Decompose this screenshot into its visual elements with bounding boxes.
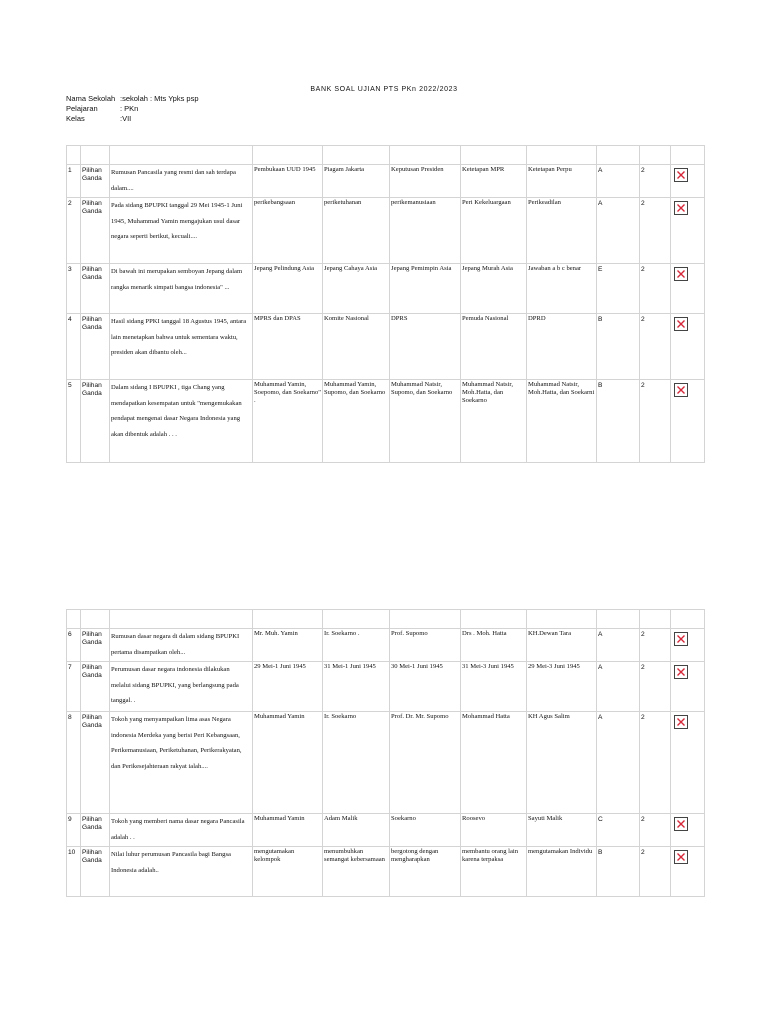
points-value: 2 — [640, 712, 671, 814]
option-d: Mohammad Hatta — [461, 712, 527, 814]
question-number: 10 — [67, 847, 81, 897]
points-value: 2 — [640, 380, 671, 463]
meta-value: : PKn — [120, 104, 139, 113]
header-cell — [110, 146, 253, 165]
option-b: Adam Malik — [323, 814, 390, 847]
x-icon — [676, 667, 686, 677]
header-cell — [81, 146, 110, 165]
header-cell — [253, 610, 323, 629]
question-type: Pilihan Ganda — [81, 629, 110, 662]
delete-button[interactable] — [674, 850, 688, 864]
question-table-1 — [66, 145, 705, 463]
header-cell — [461, 146, 527, 165]
x-icon — [676, 819, 686, 829]
header-cell — [110, 610, 253, 629]
header-cell — [67, 610, 81, 629]
option-d: Jepang Murah Asia — [461, 264, 527, 314]
question-number: 7 — [67, 662, 81, 712]
action-cell — [671, 314, 705, 380]
option-c: DPRS — [390, 314, 461, 380]
option-d: Drs . Moh. Hatta — [461, 629, 527, 662]
header-cell — [671, 610, 705, 629]
x-icon — [676, 852, 686, 862]
action-cell — [671, 662, 705, 712]
question-type: Pilihan Ganda — [81, 712, 110, 814]
question-text: Pada sidang BPUPKI tanggal 29 Mei 1945-1 Juni 1945, Muhammad Yamin mengajukan usul dasar negara seperti berikut, kecuali.... — [110, 198, 253, 264]
meta-school — [66, 94, 199, 104]
option-e: mengutamakan Individu — [527, 847, 597, 897]
delete-button[interactable] — [674, 317, 688, 331]
x-icon — [676, 203, 686, 213]
option-c: perikemanusiaan — [390, 198, 461, 264]
option-b: 31 Mei-1 Juni 1945 — [323, 662, 390, 712]
delete-button[interactable] — [674, 168, 688, 182]
question-type: Pilihan Ganda — [81, 165, 110, 198]
question-text: Hasil sidang PPKI tanggal 18 Agustus 1945, antara lain menetapkan bahwa untuk sementara waktu, presiden akan dibantu oleh... — [110, 314, 253, 380]
question-text: Nilai luhur perumusan Pancasila bagi Bangsa Indonesia adalah.. — [110, 847, 253, 897]
x-icon — [676, 717, 686, 727]
answer-key: B — [597, 314, 640, 380]
points-value: 2 — [640, 198, 671, 264]
question-row — [67, 314, 705, 380]
header-cell — [640, 146, 671, 165]
action-cell — [671, 814, 705, 847]
points-value: 2 — [640, 629, 671, 662]
question-row — [67, 629, 705, 662]
points-value: 2 — [640, 814, 671, 847]
answer-key: A — [597, 198, 640, 264]
header-cell — [390, 610, 461, 629]
action-cell — [671, 380, 705, 463]
action-cell — [671, 847, 705, 897]
question-row — [67, 380, 705, 463]
question-number: 3 — [67, 264, 81, 314]
option-e: Ketetapan Perpu — [527, 165, 597, 198]
header-cell — [323, 610, 390, 629]
option-b: Komite Nasional — [323, 314, 390, 380]
option-c: Muhammad Natsir, Supomo, dan Soekarno — [390, 380, 461, 463]
meta-label: Pelajaran — [66, 104, 98, 113]
header-cell — [527, 610, 597, 629]
page-title: BANK SOAL UJIAN PTS PKn 2022/2023 — [310, 86, 458, 93]
question-text: Di bawah ini merupakan semboyan Jepang dalam rangka menarik simpati bangsa indonesia" ... — [110, 264, 253, 314]
option-a: Mr. Muh. Yamin — [253, 629, 323, 662]
question-type: Pilihan Ganda — [81, 380, 110, 463]
question-type: Pilihan Ganda — [81, 847, 110, 897]
header-cell — [640, 610, 671, 629]
question-text: Perumusan dasar negara indonesia dilakukan melalui sidang BPUPKI, yang berlangsung pada tanggal. . — [110, 662, 253, 712]
option-d: Roosevo — [461, 814, 527, 847]
question-number: 9 — [67, 814, 81, 847]
option-e: KH Agus Salim — [527, 712, 597, 814]
answer-key: A — [597, 662, 640, 712]
option-a: MPRS dan DPAS — [253, 314, 323, 380]
x-icon — [676, 634, 686, 644]
option-c: Prof. Dr. Mr. Supomo — [390, 712, 461, 814]
delete-button[interactable] — [674, 201, 688, 215]
header-cell — [671, 146, 705, 165]
points-value: 2 — [640, 662, 671, 712]
meta-label: Nama Sekolah — [66, 94, 116, 103]
answer-key: A — [597, 629, 640, 662]
option-d: Pemuda Nasional — [461, 314, 527, 380]
points-value: 2 — [640, 314, 671, 380]
question-text: Tokoh yang memberi nama dasar negara Pancasila adalah . . — [110, 814, 253, 847]
header-cell — [461, 610, 527, 629]
option-a: mengutamakan kelompok — [253, 847, 323, 897]
option-e: Sayuti Malik — [527, 814, 597, 847]
option-c: Soekarno — [390, 814, 461, 847]
answer-key: B — [597, 847, 640, 897]
option-d: Muhammad Natsir, Moh.Hatta, dan Soekarno — [461, 380, 527, 463]
question-number: 8 — [67, 712, 81, 814]
question-row — [67, 662, 705, 712]
answer-key: E — [597, 264, 640, 314]
question-text: Tokoh yang menyampaikan lima asas Negara indonesia Merdeka yang berisi Peri Kebangsaan, Perikemanusiaan, Periketuhanan, Perikerakyatan, dan Perikesejahteraan rakyat ialah.... — [110, 712, 253, 814]
option-b: Ir. Soekarno . — [323, 629, 390, 662]
meta-value: :sekolah : Mts Ypks psp — [120, 94, 199, 103]
option-d: 31 Mei-3 Juni 1945 — [461, 662, 527, 712]
option-e: Jawaban a b c benar — [527, 264, 597, 314]
option-e: KH.Dewan Tara — [527, 629, 597, 662]
question-row — [67, 712, 705, 814]
question-row — [67, 847, 705, 897]
points-value: 2 — [640, 264, 671, 314]
header-cell — [527, 146, 597, 165]
question-type: Pilihan Ganda — [81, 314, 110, 380]
option-e: Perikeadilan — [527, 198, 597, 264]
meta-subject — [66, 104, 199, 114]
header-cell — [253, 146, 323, 165]
option-c: Keputusan Presiden — [390, 165, 461, 198]
action-cell — [671, 264, 705, 314]
meta-label: Kelas — [66, 114, 85, 123]
delete-button[interactable] — [674, 665, 688, 679]
meta-class — [66, 114, 199, 124]
option-a: 29 Mei-1 Juni 1945 — [253, 662, 323, 712]
action-cell — [671, 712, 705, 814]
option-a: perikebangsaan — [253, 198, 323, 264]
action-cell — [671, 629, 705, 662]
question-row — [67, 198, 705, 264]
table-header-row — [67, 610, 705, 629]
question-row — [67, 264, 705, 314]
option-b: Ir. Soekarno — [323, 712, 390, 814]
question-number: 5 — [67, 380, 81, 463]
answer-key: A — [597, 165, 640, 198]
delete-button[interactable] — [674, 715, 688, 729]
x-icon — [676, 385, 686, 395]
option-e: Muhammad Natsir, Moh.Hatta, dan Soekarni — [527, 380, 597, 463]
action-cell — [671, 198, 705, 264]
option-b: periketuhanan — [323, 198, 390, 264]
answer-key: C — [597, 814, 640, 847]
question-number: 4 — [67, 314, 81, 380]
option-a: Muhammad Yamin, Soepomo, dan Soekarno" . — [253, 380, 323, 463]
option-b: Muhammad Yamin, Supomo, dan Soekarno — [323, 380, 390, 463]
question-table-2 — [66, 609, 705, 897]
delete-button[interactable] — [674, 383, 688, 397]
option-d: membantu orang lain karena terpaksa — [461, 847, 527, 897]
question-row — [67, 165, 705, 198]
question-number: 1 — [67, 165, 81, 198]
question-type: Pilihan Ganda — [81, 264, 110, 314]
option-c: Jepang Pemimpin Asia — [390, 264, 461, 314]
delete-button[interactable] — [674, 632, 688, 646]
meta-value: :VII — [120, 114, 132, 123]
question-number: 2 — [67, 198, 81, 264]
question-type: Pilihan Ganda — [81, 662, 110, 712]
points-value: 2 — [640, 165, 671, 198]
option-e: 29 Mei-3 Juni 1945 — [527, 662, 597, 712]
option-b: Jepang Cahaya Asia — [323, 264, 390, 314]
question-text: Rumusan Pancasila yang resmi dan sah terdapa dalam.... — [110, 165, 253, 198]
question-type: Pilihan Ganda — [81, 814, 110, 847]
option-c: bergotong dengan mengharapkan — [390, 847, 461, 897]
answer-key: A — [597, 712, 640, 814]
header-cell — [390, 146, 461, 165]
x-icon — [676, 170, 686, 180]
header-cell — [597, 146, 640, 165]
delete-button[interactable] — [674, 267, 688, 281]
action-cell — [671, 165, 705, 198]
option-a: Pembukaan UUD 1945 — [253, 165, 323, 198]
option-c: 30 Mei-1 Juni 1945 — [390, 662, 461, 712]
question-number: 6 — [67, 629, 81, 662]
question-text: Rumusan dasar negara di dalam sidang BPUPKI pertama disampaikan oleh... — [110, 629, 253, 662]
header-cell — [67, 146, 81, 165]
table-header-row — [67, 146, 705, 165]
question-text: Dalam sidang I BPUPKI , tiga Chang yang mendapatkan kesempatan untuk "mengemukakan pendapat mengenai dasar Negara Indonesia yang akan dibentuk adalah . . . — [110, 380, 253, 463]
option-a: Muhammad Yamin — [253, 712, 323, 814]
school-info — [66, 94, 199, 124]
option-d: Ketetapan MPR — [461, 165, 527, 198]
question-row — [67, 814, 705, 847]
option-a: Muhammad Yamin — [253, 814, 323, 847]
points-value: 2 — [640, 847, 671, 897]
option-b: menumbuhkan semangat kebersamaan — [323, 847, 390, 897]
x-icon — [676, 269, 686, 279]
x-icon — [676, 319, 686, 329]
header-cell — [597, 610, 640, 629]
option-d: Peri Kekeluargaan — [461, 198, 527, 264]
question-type: Pilihan Ganda — [81, 198, 110, 264]
delete-button[interactable] — [674, 817, 688, 831]
header-cell — [81, 610, 110, 629]
option-b: Piagam Jakarta — [323, 165, 390, 198]
option-e: DPRD — [527, 314, 597, 380]
answer-key: B — [597, 380, 640, 463]
option-c: Prof. Supomo — [390, 629, 461, 662]
header-cell — [323, 146, 390, 165]
option-a: Jepang Pelindung Asia — [253, 264, 323, 314]
